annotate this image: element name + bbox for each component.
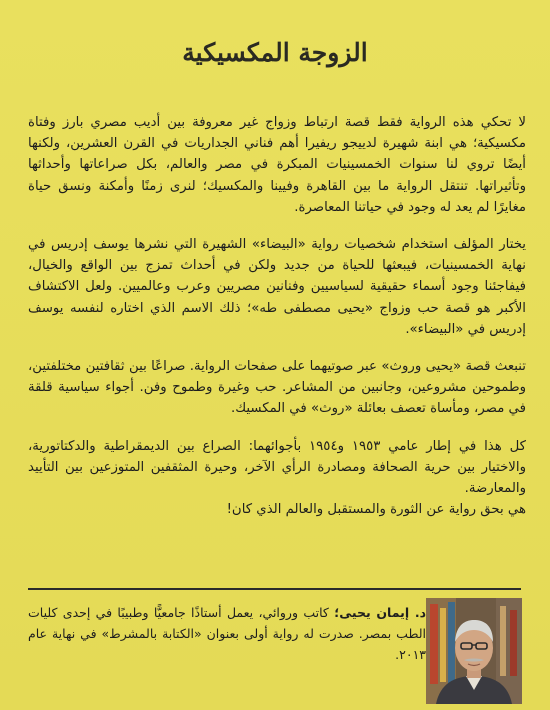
- synopsis-paragraph-3: تنبعث قصة «يحيى وروث» عبر صوتيهما على صفحات الرواية. صراعًا بين ثقافتين مختلفتين، وطموحين مشروعين، وجانبين من المشاعر. حب وغيرة وطموح وفن. أجواء سياسية قلقة في مصر، ومأساة تعصف بعائلة «روث» في المكسيك.: [28, 359, 526, 417]
- author-portrait-icon: [426, 598, 522, 704]
- author-name: د. إيمان يحيى؛: [334, 605, 426, 620]
- synopsis-paragraph-5: هي بحق رواية عن الثورة والمستقبل والعالم الذي كان!: [226, 502, 526, 518]
- divider-line: [28, 588, 521, 590]
- synopsis-paragraph-2: يختار المؤلف استخدام شخصيات رواية «البيضاء» الشهيرة التي نشرها يوسف إدريس في نهاية الخمسينيات، فيبعثها للحياة من جديد ولكن في أحداث تمزج بين الواقع والخيال، فيفاجئنا وجود أسماء حقيقية لسياسيين وفنانين مصريين وعرب وعالميين. ولعل الاكتشاف الأكبر هو قصة حب وزواج «يحيى مصطفى طه»؛ ذلك الاسم الذي اختاره لنفسه يوسف إدريس في «البيضاء».: [28, 237, 526, 337]
- author-bio-text: كاتب وروائي، يعمل أستاذًا جامعيًّا وطبيبًا في إحدى كليات الطب بمصر. صدرت له رواية أولى بعنوان «الكتابة بالمشرط» في نهاية عام ٢٠١٣.: [28, 605, 426, 662]
- synopsis-paragraph-1: لا تحكي هذه الرواية فقط قصة ارتباط وزواج غير معروفة بين أديب مصري بارز وفتاة مكسيكية؛ هي ابنة شهيرة لدييجو ريفيرا أهم فناني الجداريات في القرن العشرين، ولكنها أيضًا تروي لنا سنوات الخمسينيات المبكرة في مصر والعالم، بكل صراعاتها وأحداثها وتأثيراتها. تنتقل الرواية ما بين القاهرة وفيينا والمكسيك؛ لنرى زمنًا وأمكنة ونسق حياة مغايرًا لم يعد له وجود في حياتنا المعاصرة.: [28, 115, 526, 215]
- synopsis-paragraph-4: كل هذا في إطار عامي ١٩٥٣ و١٩٥٤ بأجوائهما: الصراع بين الديمقراطية والدكتاتورية، والاختيار بين حرية الصحافة ومصادرة الرأي الآخر، وحيرة المثقفين المتوزعين بين التأييد والمعارضة.: [28, 438, 526, 497]
- author-bio: [28, 602, 426, 665]
- book-title: الزوجة المكسيكية: [182, 38, 368, 67]
- synopsis: [28, 112, 526, 520]
- author-photo: [426, 598, 522, 704]
